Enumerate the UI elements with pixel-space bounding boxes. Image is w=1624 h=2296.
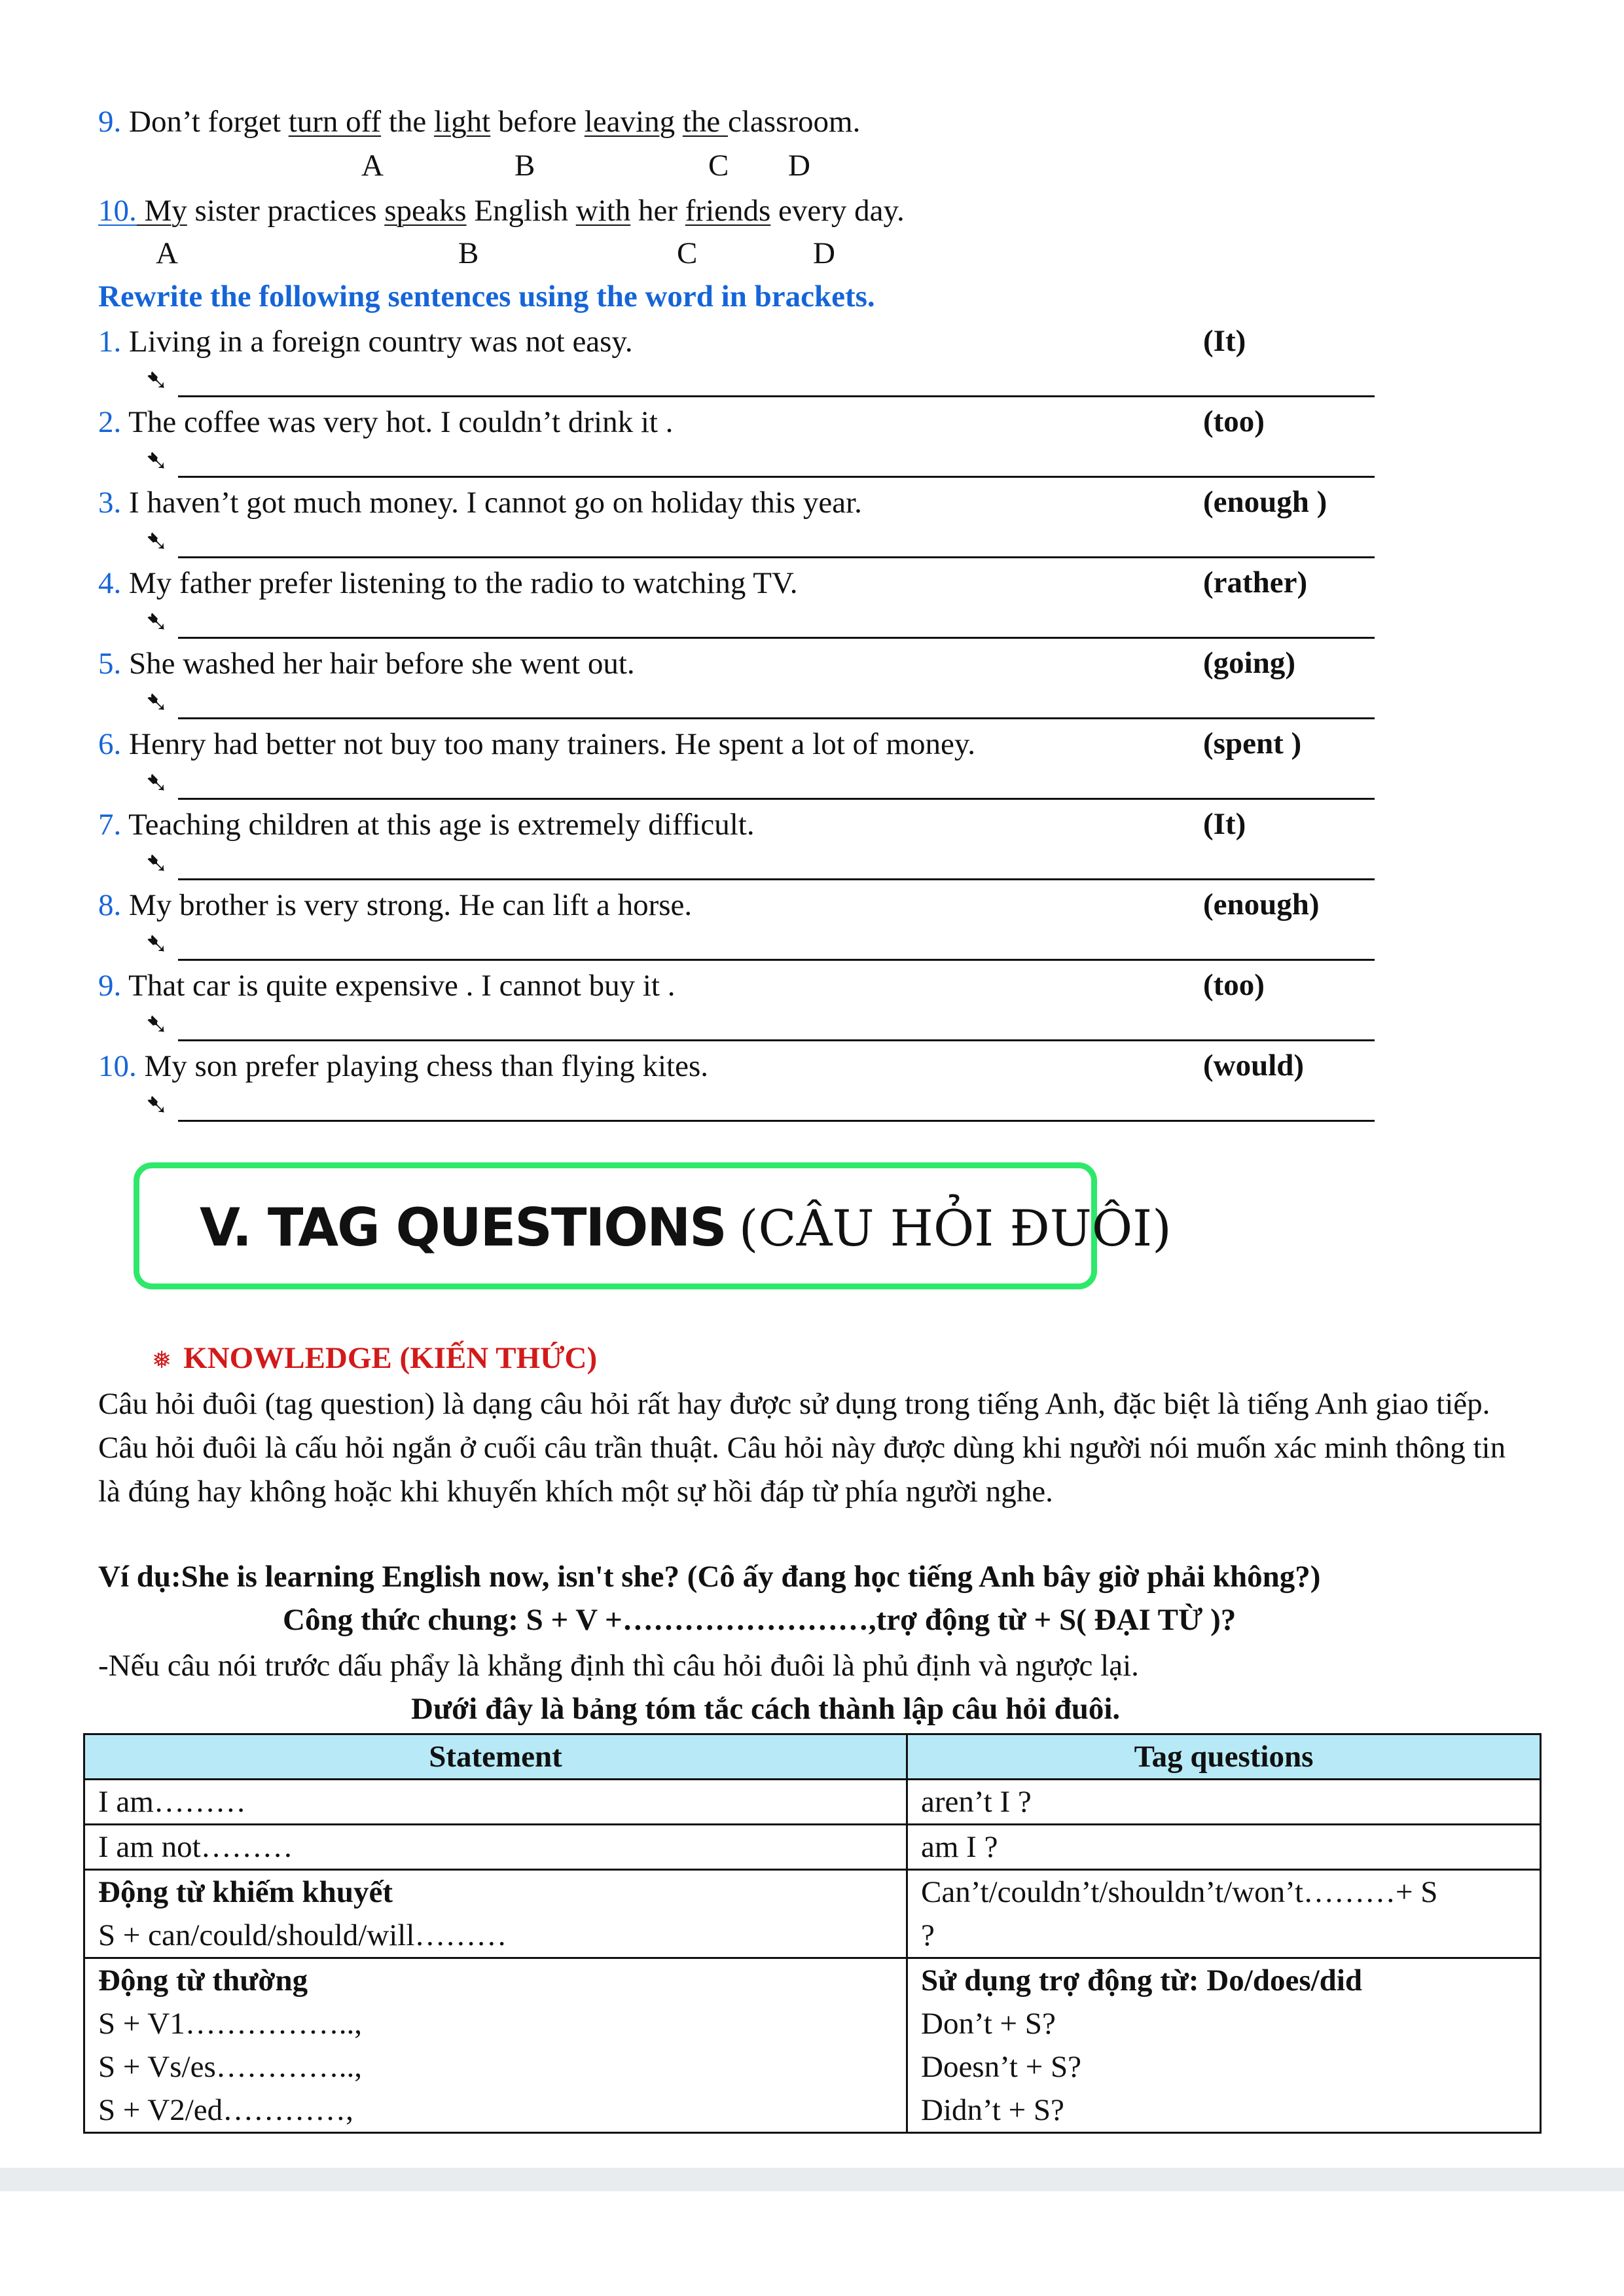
knowledge-heading: ❅ KNOWLEDGE (KIẾN THỨC) <box>152 1341 598 1375</box>
example-line: Ví dụ:She is learning English now, isn't she? (Cô ấy đang học tiếng Anh bây giờ phải không?) <box>98 1560 1321 1594</box>
answer-arrow-icon: ➷ <box>145 927 169 960</box>
answer-arrow-icon: ➷ <box>145 1088 169 1121</box>
answer-line[interactable] <box>178 1120 1375 1122</box>
item-number: 8. <box>98 888 122 922</box>
error-item-9: 9. Don’t forget turn off the light before leaving the classroom. <box>98 105 861 139</box>
answer-arrow-icon: ➷ <box>145 686 169 718</box>
option-d: D <box>813 236 835 270</box>
answer-line[interactable] <box>178 556 1375 558</box>
item-sentence: I haven’t got much money. I cannot go on holiday this year. <box>129 486 862 520</box>
table-row <box>84 1958 1541 2133</box>
item-number: 9. <box>98 969 122 1003</box>
item-sentence: She washed her hair before she went out. <box>129 647 635 681</box>
bracket-word: (too) <box>1203 404 1265 439</box>
table-header-row <box>84 1734 1541 1780</box>
table-caption: Dưới đây là bảng tóm tắc cách thành lập câu hỏi đuôi. <box>411 1692 1121 1726</box>
bracket-word: (too) <box>1203 968 1265 1002</box>
answer-line[interactable] <box>178 395 1375 397</box>
item-sentence: Teaching children at this age is extremely difficult. <box>128 808 755 842</box>
answer-line[interactable] <box>178 878 1375 880</box>
table-cell: I am not……… <box>84 1825 907 1870</box>
table-cell: Can’t/couldn’t/shouldn’t/won’t………+ S ? <box>907 1870 1541 1958</box>
item-number: 7. <box>98 808 122 842</box>
page-footer-band <box>0 2168 1624 2191</box>
item-number: 1. <box>98 325 122 359</box>
item-sentence: The coffee was very hot. I couldn’t drink it . <box>128 405 674 439</box>
option-b: B <box>458 236 479 270</box>
bracket-word: (enough) <box>1203 888 1320 922</box>
section-title: V. TAG QUESTIONS (CÂU HỎI ĐUÔI) <box>200 1197 1172 1258</box>
bracket-word: (going) <box>1203 646 1295 680</box>
answer-line[interactable] <box>178 959 1375 961</box>
item-number: 2. <box>98 405 122 439</box>
item-number: 6. <box>98 727 122 761</box>
section-banner <box>134 1162 1172 1289</box>
option-a: A <box>156 236 178 270</box>
item-sentence: My father prefer listening to the radio to watching TV. <box>129 566 798 600</box>
option-d: D <box>788 149 810 183</box>
option-b: B <box>514 149 535 183</box>
answer-arrow-icon: ➷ <box>145 364 169 396</box>
item-sentence: Living in a foreign country was not easy. <box>129 325 633 359</box>
answer-arrow-icon: ➷ <box>145 525 169 557</box>
error-item-10: 10. My sister practices speaks English with her friends every day. <box>98 194 905 228</box>
rule-line: -Nếu câu nói trước dấu phẩy là khẳng định thì câu hỏi đuôi là phủ định và ngược lại. <box>98 1649 1139 1683</box>
answer-arrow-icon: ➷ <box>145 444 169 476</box>
item-number: 10. <box>98 1049 137 1083</box>
knowledge-paragraph: Câu hỏi đuôi (tag question) là dạng câu hỏi rất hay được sử dụng trong tiếng Anh, đặc biệt là tiếng Anh giao tiếp. Câu hỏi đuôi là cấu hỏi ngắn ở cuối câu trần thuật. Câu hỏi này được dùng khi người nói muốn xác minh thông tin là đúng hay không hoặc khi khuyến khích một sự hồi đáp từ phía người nghe. <box>98 1387 1506 1509</box>
table-row <box>84 1825 1541 1870</box>
snowflake-icon: ❅ <box>152 1347 172 1374</box>
rewrite-heading: Rewrite the following sentences using the word in brackets. <box>98 279 875 314</box>
answer-line[interactable] <box>178 717 1375 719</box>
answer-arrow-icon: ➷ <box>145 766 169 798</box>
answer-line[interactable] <box>178 476 1375 478</box>
answer-line[interactable] <box>178 798 1375 800</box>
bracket-word: (spent ) <box>1203 726 1302 761</box>
table-cell: am I ? <box>907 1825 1541 1870</box>
column-header-tag-questions: Tag questions <box>907 1734 1541 1780</box>
item-number: 5. <box>98 647 122 681</box>
bracket-word: (would) <box>1203 1049 1305 1083</box>
table-row <box>84 1780 1541 1825</box>
item-sentence: Henry had better not buy too many trainers. He spent a lot of money. <box>129 727 976 761</box>
item-sentence: My brother is very strong. He can lift a horse. <box>129 888 693 922</box>
bracket-word: (enough ) <box>1203 485 1327 519</box>
table-cell: Động từ thường S + V1…………….., S + Vs/es………….., S + V2/ed…………, <box>84 1958 907 2133</box>
answer-arrow-icon: ➷ <box>145 605 169 637</box>
option-a: A <box>361 149 384 183</box>
bracket-word: (rather) <box>1203 565 1308 600</box>
table-cell: I am……… <box>84 1780 907 1825</box>
item-sentence: My son prefer playing chess than flying kites. <box>144 1049 708 1083</box>
answer-line[interactable] <box>178 637 1375 639</box>
answer-line[interactable] <box>178 1039 1375 1041</box>
column-header-statement: Statement <box>84 1734 907 1780</box>
answer-arrow-icon: ➷ <box>145 847 169 879</box>
item-number: 4. <box>98 566 122 600</box>
table-row <box>84 1870 1541 1958</box>
answer-arrow-icon: ➷ <box>145 1008 169 1040</box>
option-c: C <box>677 236 698 270</box>
formula-line: Công thức chung: S + V +……………………,trợ động từ + S( ĐẠI TỪ )? <box>283 1603 1236 1637</box>
option-c: C <box>708 149 729 183</box>
table-cell: Sử dụng trợ động từ: Do/does/did Don’t + S? Doesn’t + S? Didn’t + S? <box>907 1958 1541 2133</box>
item-sentence: That car is quite expensive . I cannot buy it . <box>128 969 676 1003</box>
tag-questions-table <box>83 1733 1542 2134</box>
table-cell: aren’t I ? <box>907 1780 1541 1825</box>
bracket-word: (It) <box>1203 807 1246 841</box>
bracket-word: (It) <box>1203 324 1246 358</box>
table-cell: Động từ khiếm khuyết S + can/could/should/will……… <box>84 1870 907 1958</box>
item-number: 3. <box>98 486 122 520</box>
